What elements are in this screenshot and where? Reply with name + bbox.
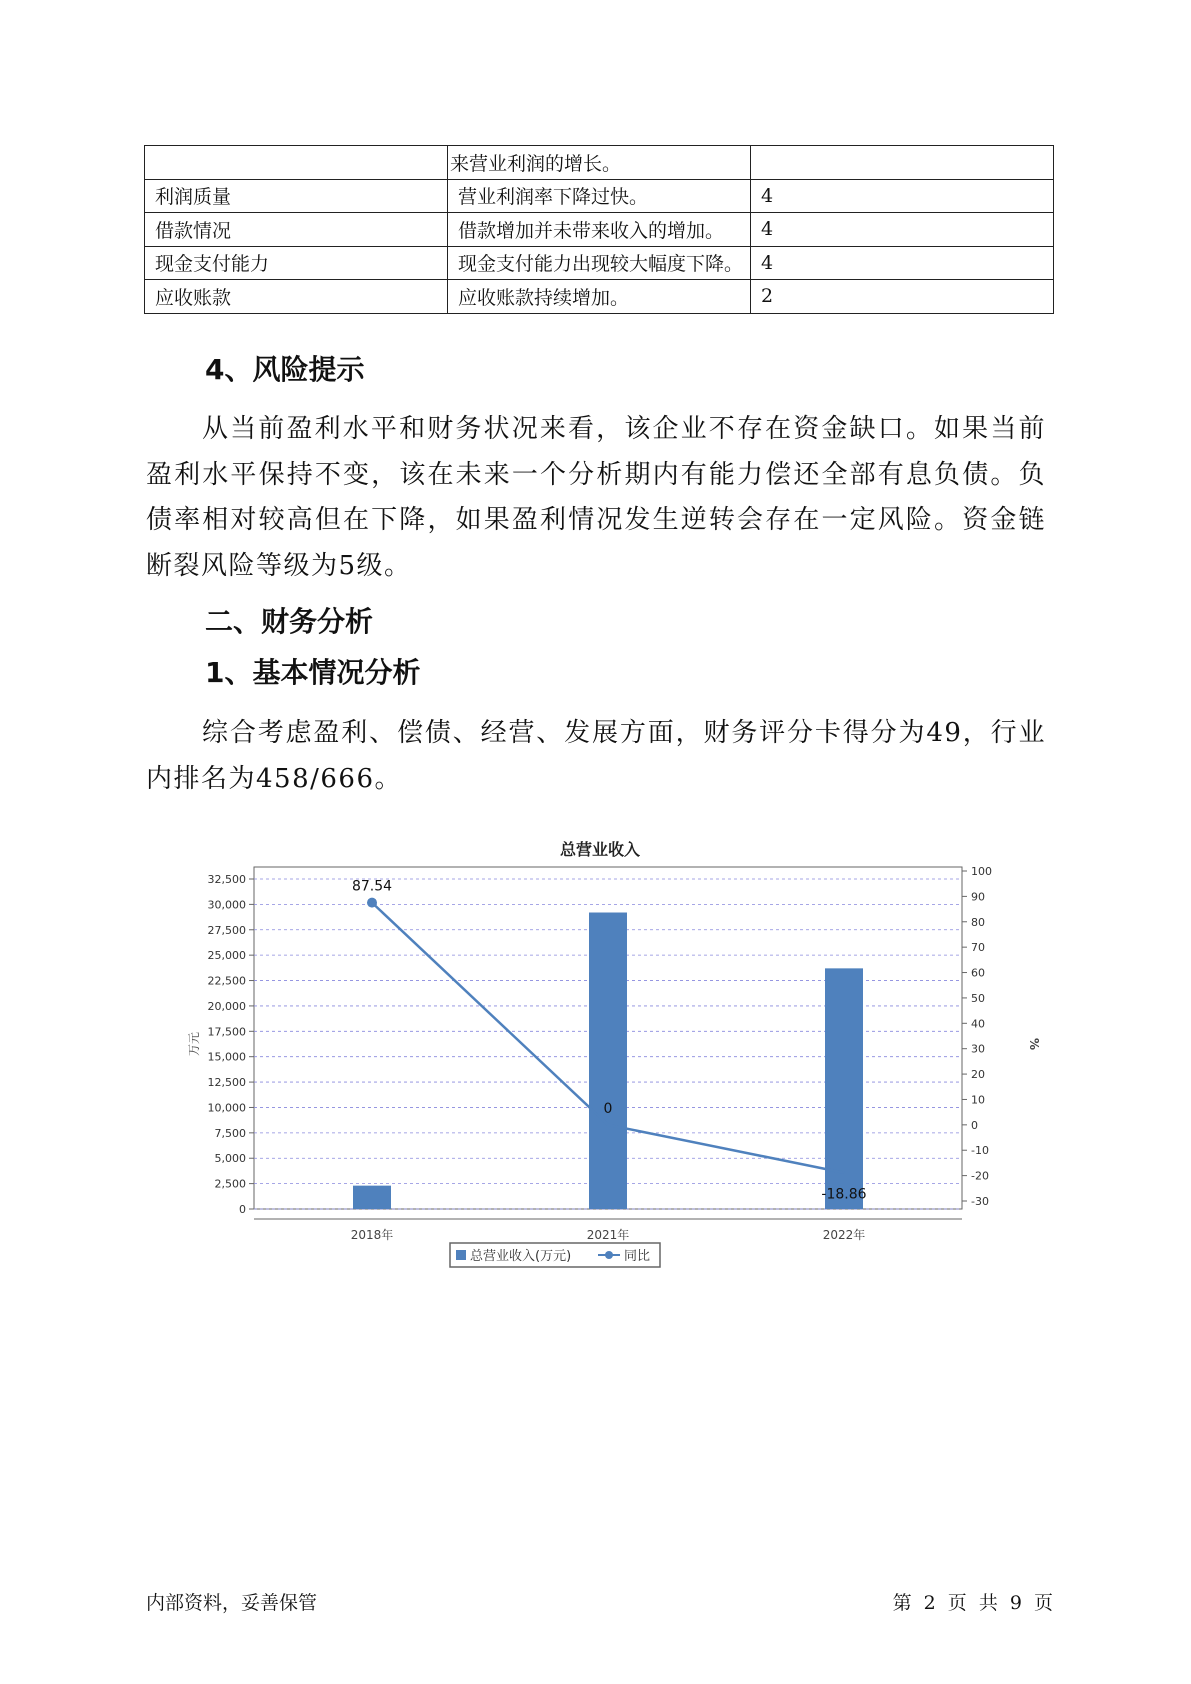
left-tick-label: 7,500 bbox=[214, 1126, 246, 1140]
risk-paragraph: 从当前盈利水平和财务状况来看，该企业不存在资金缺口。如果当前盈利水平保持不变，该在未来一个分析期内有能力偿还全部有息负债。负债率相对较高但在下降，如果盈利情况发生逆转会存在一定风险。资金链断裂风险等级为5级。 bbox=[146, 414, 1046, 581]
table-row bbox=[145, 213, 1054, 247]
description-cell: 应收账款持续增加。 bbox=[448, 280, 751, 314]
table-row bbox=[145, 280, 1054, 314]
legend-line-marker bbox=[605, 1251, 613, 1259]
right-tick-label: 50 bbox=[971, 991, 985, 1005]
legend-bar-label: 总营业收入(万元) bbox=[470, 1249, 572, 1264]
yoy-data-label: -18.86 bbox=[821, 1186, 867, 1203]
item-cell bbox=[145, 146, 448, 180]
description-cell: 借款增加并未带来收入的增加。 bbox=[448, 213, 751, 247]
score-cell: 2 bbox=[751, 280, 1054, 314]
revenue-bar bbox=[825, 968, 863, 1209]
left-tick-label: 5,000 bbox=[214, 1152, 246, 1166]
description-cell: 来营业利润的增长。 bbox=[448, 146, 751, 180]
revenue-chart-svg bbox=[170, 825, 1041, 1285]
right-tick-label: 30 bbox=[971, 1042, 985, 1056]
right-tick-label: -10 bbox=[971, 1144, 989, 1158]
left-tick-label: 20,000 bbox=[207, 999, 246, 1013]
right-tick-label: -20 bbox=[971, 1169, 989, 1183]
left-tick-label: 0 bbox=[239, 1203, 246, 1216]
risk-heading: 4、风险提示 bbox=[205, 353, 365, 386]
score-cell bbox=[751, 146, 1054, 180]
score-cell: 4 bbox=[751, 179, 1054, 213]
x-tick-label: 2021年 bbox=[586, 1228, 630, 1242]
right-axis-label: % bbox=[1027, 1037, 1041, 1051]
right-tick-label: 70 bbox=[971, 941, 985, 955]
revenue-chart bbox=[170, 825, 1041, 1285]
right-tick-label: 0 bbox=[971, 1118, 978, 1132]
right-tick-label: 10 bbox=[971, 1093, 985, 1107]
score-cell: 4 bbox=[751, 246, 1054, 280]
right-tick-label: 20 bbox=[971, 1068, 985, 1082]
yoy-point bbox=[367, 898, 377, 908]
left-tick-label: 12,500 bbox=[207, 1076, 246, 1090]
left-axis-label: 万元 bbox=[187, 1031, 201, 1057]
yoy-data-label: 0 bbox=[603, 1100, 613, 1117]
left-tick-label: 30,000 bbox=[207, 898, 246, 912]
chart-title: 总营业收入 bbox=[559, 840, 641, 859]
right-tick-label: 100 bbox=[971, 865, 992, 878]
left-tick-label: 2,500 bbox=[214, 1177, 246, 1191]
item-cell: 应收账款 bbox=[145, 280, 448, 314]
basic-paragraph: 综合考虑盈利、偿债、经营、发展方面，财务评分卡得分为49，行业内排名为458/666。 bbox=[146, 718, 1046, 794]
left-tick-label: 32,500 bbox=[207, 873, 246, 886]
left-tick-label: 15,000 bbox=[207, 1050, 246, 1064]
item-cell: 现金支付能力 bbox=[145, 246, 448, 280]
table-row bbox=[145, 246, 1054, 280]
x-tick-label: 2022年 bbox=[822, 1228, 866, 1242]
left-tick-label: 17,500 bbox=[207, 1025, 246, 1039]
left-tick-label: 27,500 bbox=[207, 923, 246, 937]
right-tick-label: 60 bbox=[971, 966, 985, 980]
description-cell: 营业利润率下降过快。 bbox=[448, 179, 751, 213]
legend-bar-swatch bbox=[456, 1250, 466, 1260]
score-cell: 4 bbox=[751, 213, 1054, 247]
right-tick-label: -30 bbox=[971, 1195, 989, 1208]
right-tick-label: 90 bbox=[971, 890, 985, 904]
left-tick-label: 22,500 bbox=[207, 974, 246, 988]
left-tick-label: 25,000 bbox=[207, 949, 246, 963]
right-tick-label: 40 bbox=[971, 1017, 985, 1031]
revenue-bar bbox=[589, 913, 627, 1209]
yoy-data-label: 87.54 bbox=[351, 878, 393, 895]
right-tick-label: 80 bbox=[971, 915, 985, 929]
left-tick-label: 10,000 bbox=[207, 1101, 246, 1115]
revenue-bar bbox=[353, 1186, 391, 1209]
item-cell: 利润质量 bbox=[145, 179, 448, 213]
table-row bbox=[145, 179, 1054, 213]
legend-line-label: 同比 bbox=[624, 1249, 651, 1264]
footer-confidential: 内部资料，妥善保管 bbox=[146, 1592, 318, 1614]
x-tick-label: 2018年 bbox=[350, 1228, 394, 1242]
finance-heading: 二、财务分析 bbox=[205, 605, 374, 638]
risk-table bbox=[144, 145, 1054, 314]
description-cell: 现金支付能力出现较大幅度下降。 bbox=[448, 246, 751, 280]
table-row bbox=[145, 146, 1054, 180]
footer-page-number: 第 2 页 共 9 页 bbox=[892, 1592, 1053, 1614]
item-cell: 借款情况 bbox=[145, 213, 448, 247]
basic-heading: 1、基本情况分析 bbox=[205, 656, 421, 689]
